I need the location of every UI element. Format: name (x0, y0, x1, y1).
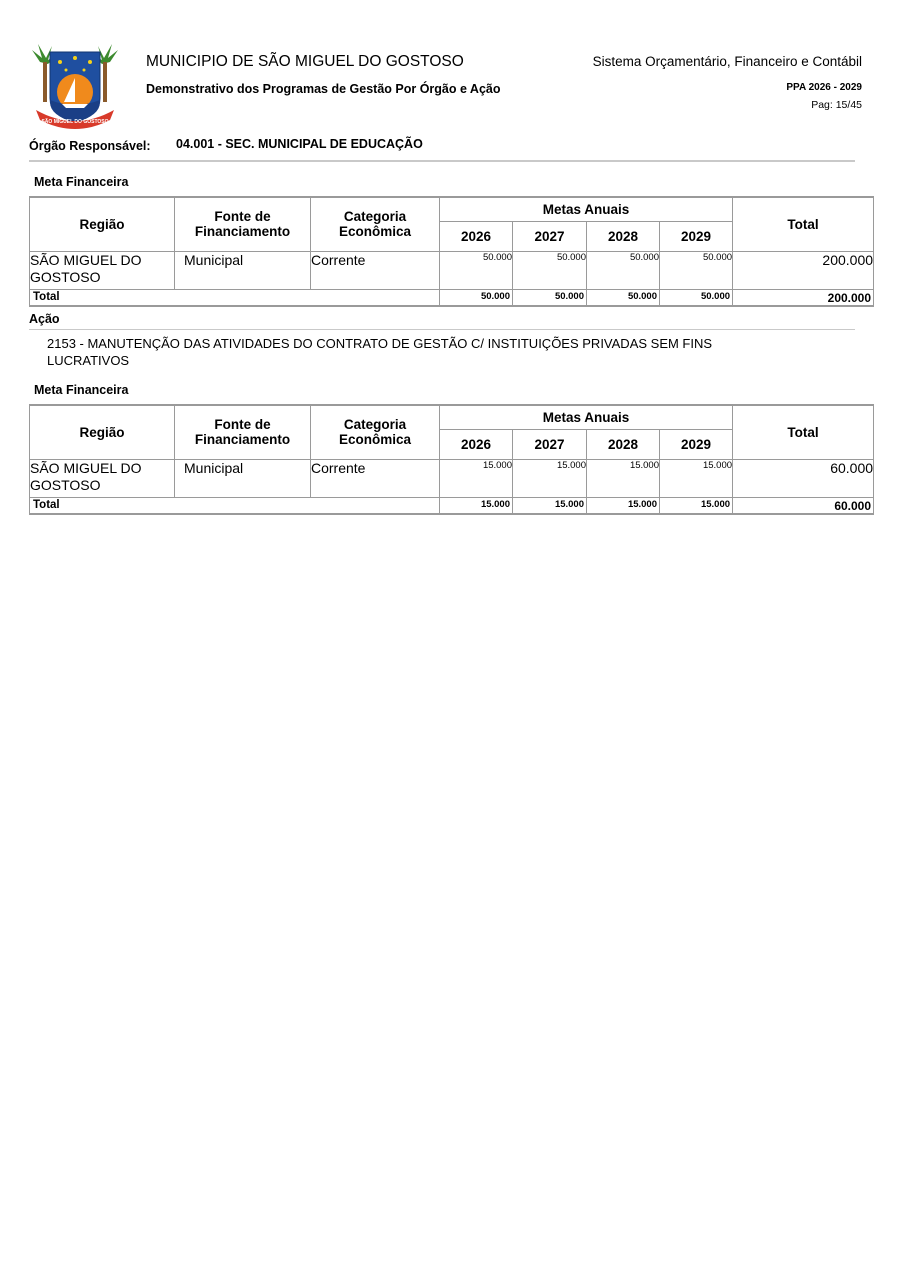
col-header-year: 2026 (440, 429, 513, 459)
cell-regiao (30, 459, 175, 497)
cell-value-2029: 15.000 (660, 459, 733, 497)
cell-total: 60.000 (733, 459, 874, 497)
header-divider (29, 160, 855, 162)
col-header-categoria (311, 405, 440, 459)
col-header-categoria-line2: Econômica (338, 432, 412, 448)
report-title: Demonstrativo dos Programas de Gestão Por Órgão e Ação (146, 82, 501, 96)
col-header-metas-anuais: Metas Anuais (440, 405, 733, 429)
total-row (30, 289, 874, 306)
col-header-fonte-line2: Financiamento (194, 432, 291, 448)
meta-financeira-table-2 (29, 404, 874, 515)
orgao-label: Órgão Responsável: (29, 139, 151, 153)
col-header-year: 2028 (587, 429, 660, 459)
system-name: Sistema Orçamentário, Financeiro e Contábil (592, 54, 862, 69)
col-header-fonte-line2: Financiamento (194, 224, 291, 240)
regiao-line1: SÃO MIGUEL DO (30, 251, 142, 268)
svg-text:SÃO MIGUEL DO GOSTOSO: SÃO MIGUEL DO GOSTOSO (41, 119, 109, 125)
cell-categoria: Corrente (311, 459, 440, 497)
col-header-fonte-line1: Fonte de (214, 209, 271, 225)
col-header-categoria (311, 197, 440, 251)
cell-total: 200.000 (733, 251, 874, 289)
meta-financeira-table-1 (29, 196, 874, 307)
table-row (30, 251, 874, 289)
total-value-2028: 15.000 (587, 497, 660, 514)
col-header-regiao: Região (30, 197, 175, 251)
acao-description (47, 335, 767, 369)
page-number: Pag: 15/45 (811, 99, 862, 111)
col-header-categoria-line2: Econômica (338, 224, 412, 240)
col-header-total: Total (733, 405, 874, 459)
municipality-name: MUNICIPIO DE SÃO MIGUEL DO GOSTOSO (146, 53, 464, 70)
col-header-year: 2029 (660, 221, 733, 251)
total-value-2028: 50.000 (587, 289, 660, 306)
col-header-categoria-line1: Categoria (343, 417, 407, 433)
municipal-coat-of-arms-logo (26, 40, 124, 130)
acao-line1: 2153 - MANUTENÇÃO DAS ATIVIDADES DO CONTRATO DE GESTÃO C/ INSTITUIÇÕES PRIVADAS SEM FINS (47, 336, 713, 351)
col-header-year: 2027 (513, 221, 587, 251)
cell-value-2027: 15.000 (513, 459, 587, 497)
grand-total: 60.000 (733, 497, 874, 514)
total-value-2026: 15.000 (440, 497, 513, 514)
meta-financeira-title-2: Meta Financeira (34, 383, 129, 397)
total-label: Total (30, 497, 440, 514)
total-value-2026: 50.000 (440, 289, 513, 306)
acao-title: Ação (29, 312, 60, 326)
col-header-year: 2026 (440, 221, 513, 251)
col-header-categoria-line1: Categoria (343, 209, 407, 225)
acao-line2: LUCRATIVOS (47, 353, 130, 368)
total-row (30, 497, 874, 514)
total-value-2027: 15.000 (513, 497, 587, 514)
cell-value-2029: 50.000 (660, 251, 733, 289)
col-header-total: Total (733, 197, 874, 251)
total-value-2029: 50.000 (660, 289, 733, 306)
cell-value-2028: 15.000 (587, 459, 660, 497)
total-label: Total (30, 289, 440, 306)
col-header-metas-anuais: Metas Anuais (440, 197, 733, 221)
orgao-value: 04.001 - SEC. MUNICIPAL DE EDUCAÇÃO (176, 137, 423, 151)
cell-value-2027: 50.000 (513, 251, 587, 289)
col-header-fonte-line1: Fonte de (214, 417, 271, 433)
cell-value-2028: 50.000 (587, 251, 660, 289)
col-header-fonte (175, 197, 311, 251)
cell-fonte: Municipal (175, 459, 311, 497)
col-header-year: 2028 (587, 221, 660, 251)
col-header-regiao: Região (30, 405, 175, 459)
cell-value-2026: 50.000 (440, 251, 513, 289)
regiao-line2: GOSTOSO (30, 268, 101, 285)
total-value-2027: 50.000 (513, 289, 587, 306)
cell-categoria: Corrente (311, 251, 440, 289)
col-header-fonte (175, 405, 311, 459)
regiao-line2: GOSTOSO (30, 476, 101, 493)
grand-total: 200.000 (733, 289, 874, 306)
meta-financeira-title-1: Meta Financeira (34, 175, 129, 189)
cell-regiao (30, 251, 175, 289)
regiao-line1: SÃO MIGUEL DO (30, 459, 142, 476)
cell-fonte: Municipal (175, 251, 311, 289)
col-header-year: 2029 (660, 429, 733, 459)
acao-divider (29, 329, 855, 330)
total-value-2029: 15.000 (660, 497, 733, 514)
col-header-year: 2027 (513, 429, 587, 459)
table-row (30, 459, 874, 497)
ppa-period: PPA 2026 - 2029 (786, 82, 862, 93)
cell-value-2026: 15.000 (440, 459, 513, 497)
